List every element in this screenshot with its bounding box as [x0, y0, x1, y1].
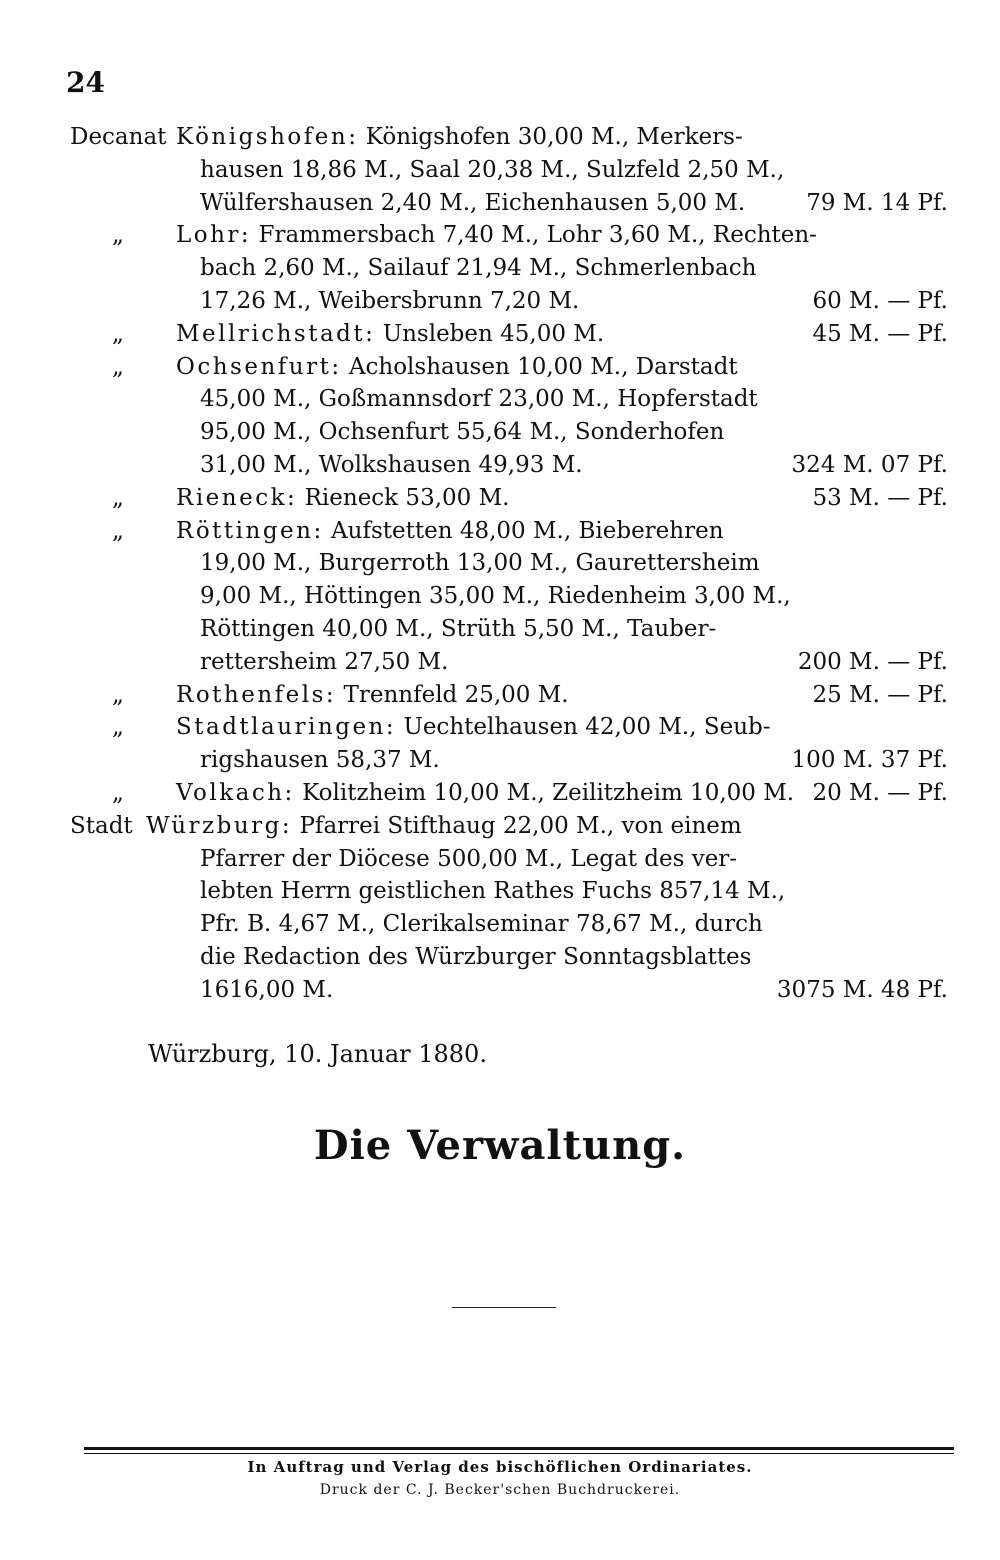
entry-place: Lohr: [176, 222, 252, 249]
entry-detail: die Redaction des Würzburger Sonntagsblattes [200, 944, 752, 970]
entry-line [0, 449, 1000, 482]
ditto-mark: „ [112, 517, 124, 544]
entry-detail: 17,26 M., Weibersbrunn 7,20 M. [200, 288, 580, 314]
entry-amount: 3075 M. 48 Pf. [776, 976, 948, 1003]
entry-line [0, 416, 1000, 449]
entry-line [0, 843, 1000, 876]
entry-detail: Kolitzheim 10,00 M., Zeilitzheim 10,00 M. [302, 780, 795, 806]
entry-line [0, 744, 1000, 777]
entry-text [176, 121, 743, 154]
entry-place: Rothenfels: [176, 681, 337, 708]
entry-line [0, 875, 1000, 908]
entry-detail: Rieneck 53,00 M. [304, 484, 510, 511]
ditto-mark: „ [112, 353, 124, 380]
entry-line [0, 580, 1000, 613]
entry-detail: 1616,00 M. [200, 976, 334, 1003]
entry-text [176, 777, 794, 810]
entry-line [0, 121, 1000, 154]
entry-text [176, 318, 604, 351]
entry-detail: 31,00 M., Wolkshausen 49,93 M. [200, 452, 583, 478]
entry-detail: Aufstetten 48,00 M., Bieberehren [331, 517, 724, 544]
entry-detail: 95,00 M., Ochsenfurt 55,64 M., Sonderhofen [200, 419, 725, 446]
entry-amount: 45 M. — Pf. [812, 320, 948, 347]
entry-line [0, 154, 1000, 187]
entry-line [0, 252, 1000, 285]
entry-line [0, 219, 1000, 252]
entry-text [176, 482, 509, 515]
entry-detail: Pfr. B. 4,67 M., Clerikalseminar 78,67 M., durch [200, 911, 763, 938]
entry-line [0, 547, 1000, 580]
entry-detail: Acholshausen 10,00 M., Darstadt [348, 353, 738, 380]
entry-line [0, 383, 1000, 416]
entry-detail: Röttingen 40,00 M., Strüth 5,50 M., Tauber- [200, 616, 717, 642]
entry-detail: rigshausen 58,37 M. [200, 747, 440, 774]
entry-amount: 79 M. 14 Pf. [806, 189, 948, 216]
entry-prefix: Stadt [70, 812, 133, 839]
dateline: Würzburg, 10. Januar 1880. [148, 1040, 487, 1068]
entry-detail: lebten Herrn geistlichen Rathes Fuchs 857,14 M., [200, 878, 786, 905]
entry-amount: 324 M. 07 Pf. [791, 452, 948, 478]
entry-prefix: Decanat [70, 124, 167, 150]
entry-line [0, 613, 1000, 646]
entry-text [176, 515, 724, 548]
entry-line [0, 482, 1000, 515]
entry-amount: 200 M. — Pf. [797, 648, 948, 675]
entry-text [146, 810, 742, 843]
entry-detail: 19,00 M., Burgerroth 13,00 M., Gaurettersheim [200, 550, 760, 577]
signature: Die Verwaltung. [313, 1122, 687, 1169]
entry-detail: Unsleben 45,00 M. [382, 320, 605, 347]
imprint-publisher: In Auftrag und Verlag des bischöflichen Ordinariates. [247, 1458, 753, 1476]
imprint-printer: Druck der C. J. Becker'schen Buchdruckerei. [319, 1482, 681, 1498]
ditto-mark: „ [112, 320, 124, 347]
entry-detail: bach 2,60 M., Sailauf 21,94 M., Schmerlenbach [200, 255, 757, 282]
entry-line [0, 974, 1000, 1007]
entry-detail: Pfarrer der Diöcese 500,00 M., Legat des ver- [200, 845, 738, 872]
entry-line [0, 515, 1000, 548]
ditto-mark: „ [112, 681, 124, 708]
entry-place: Würzburg: [146, 812, 293, 839]
entry-amount: 25 M. — Pf. [812, 681, 948, 708]
entry-line [0, 351, 1000, 384]
entry-place: Stadtlauringen: [176, 714, 397, 741]
ditto-mark: „ [112, 222, 124, 249]
footer-rule [84, 1447, 954, 1454]
page-number: 24 [66, 66, 105, 99]
entry-detail: Frammersbach 7,40 M., Lohr 3,60 M., Rechten- [258, 222, 817, 249]
entry-place: Mellrichstadt: [176, 320, 376, 347]
entry-line [0, 285, 1000, 318]
entry-place: Königshofen: [176, 124, 359, 150]
entry-text [176, 219, 817, 252]
entry-amount: 53 M. — Pf. [812, 484, 948, 511]
entry-line [0, 679, 1000, 712]
entry-detail: Wülfershausen 2,40 M., Eichenhausen 5,00 M. [200, 189, 746, 216]
entry-detail: Königshofen 30,00 M., Merkers- [365, 124, 743, 150]
entry-line [0, 187, 1000, 220]
entry-detail: rettersheim 27,50 M. [200, 648, 449, 675]
entry-text [176, 711, 771, 744]
entry-detail: 45,00 M., Goßmannsdorf 23,00 M., Hopferstadt [200, 386, 758, 413]
entry-detail: Uechtelhausen 42,00 M., Seub- [403, 714, 771, 741]
entry-detail: hausen 18,86 M., Saal 20,38 M., Sulzfeld 2,50 M., [200, 156, 785, 183]
entry-line [0, 941, 1000, 974]
entry-detail: Pfarrei Stifthaug 22,00 M., von einem [299, 812, 742, 839]
ditto-mark: „ [112, 484, 124, 511]
entry-text [176, 351, 738, 384]
entry-place: Ochsenfurt: [176, 353, 342, 380]
entry-amount: 20 M. — Pf. [812, 780, 948, 806]
entry-place: Röttingen: [176, 517, 324, 544]
entry-detail: 9,00 M., Höttingen 35,00 M., Riedenheim 3,00 M., [200, 583, 791, 610]
entry-line [0, 810, 1000, 843]
entry-place: Rieneck: [176, 484, 298, 511]
entry-amount: 60 M. — Pf. [812, 288, 948, 314]
short-divider [452, 1307, 556, 1308]
entry-place: Volkach: [176, 780, 295, 806]
entry-line [0, 646, 1000, 679]
entry-line [0, 777, 1000, 810]
ditto-mark: „ [112, 780, 124, 806]
entry-line [0, 908, 1000, 941]
entry-line [0, 711, 1000, 744]
entry-amount: 100 M. 37 Pf. [791, 747, 948, 774]
ditto-mark: „ [112, 714, 124, 741]
entry-text [176, 679, 569, 712]
entry-detail: Trennfeld 25,00 M. [343, 681, 569, 708]
entry-line [0, 318, 1000, 351]
